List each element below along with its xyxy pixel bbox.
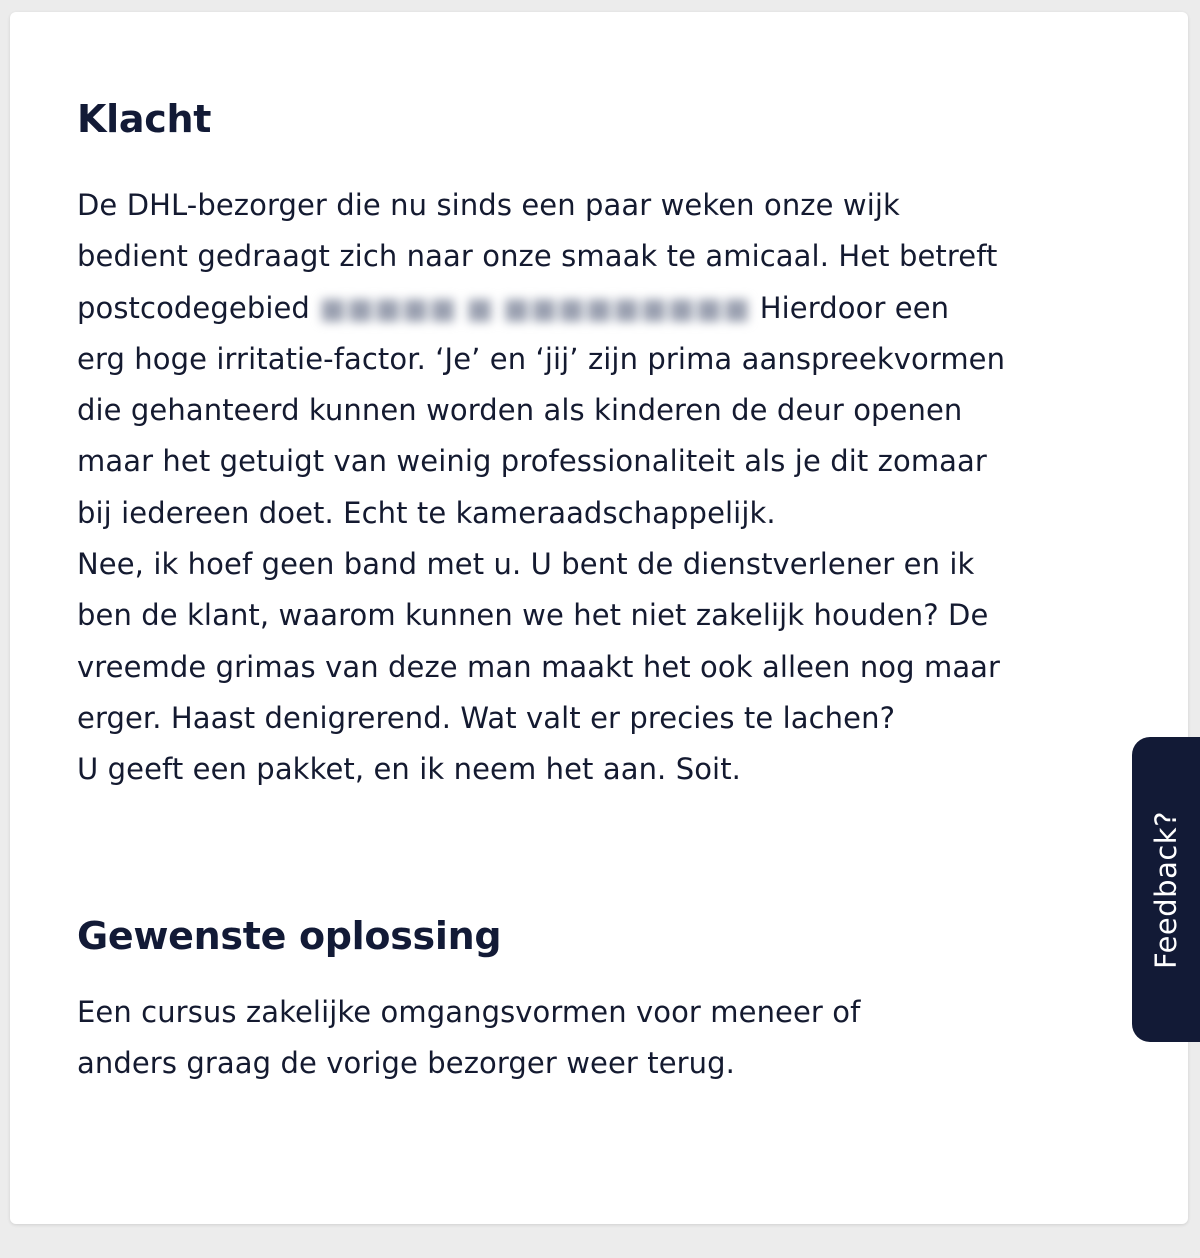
complaint-text	[77, 180, 1005, 796]
solution-line: Een cursus zakelijke omgangsvormen voor meneer of	[77, 995, 861, 1029]
complaint-line: De DHL-bezorger die nu sinds een paar weken onze wijk	[77, 188, 900, 222]
complaint-line: bedient gedraagt zich naar onze smaak te amicaal. Het betreft	[77, 239, 998, 274]
feedback-tab[interactable]	[1132, 737, 1200, 1042]
complaint-line: bij iedereen doet. Echt te kameraadschappelijk.	[77, 495, 776, 530]
complaint-line: maar het getuigt van weinig professionaliteit als je dit zomaar	[77, 444, 987, 479]
feedback-label: Feedback?	[1149, 810, 1183, 969]
complaint-line: die gehanteerd kunnen worden als kinderen de deur openen	[77, 393, 963, 428]
redacted-location: ■■■■■ ■ ■■■■■■■■■	[319, 290, 751, 325]
solution-heading: Gewenste oplossing	[77, 914, 502, 958]
complaint-line: ben de klant, waarom kunnen we het niet zakelijk houden? De	[77, 598, 989, 633]
complaint-line: erg hoge irritatie-factor. ‘Je’ en ‘jij’ zijn prima aanspreekvormen	[77, 341, 1006, 376]
solution-text	[77, 987, 860, 1090]
complaint-line: erger. Haast denigrerend. Wat valt er precies te lachen?	[77, 700, 896, 735]
complaint-line: Nee, ik hoef geen band met u. U bent de dienstverlener en ik	[77, 547, 975, 582]
complaint-line-postcode	[77, 283, 1005, 334]
solution-line: anders graag de vorige bezorger weer terug.	[77, 1046, 735, 1081]
complaint-card	[10, 12, 1188, 1224]
postcode-label: postcodegebied	[77, 290, 310, 325]
complaint-line: vreemde grimas van deze man maakt het ook alleen nog maar	[77, 649, 1001, 684]
complaint-heading: Klacht	[77, 97, 212, 141]
complaint-line: U geeft een pakket, en ik neem het aan. Soit.	[77, 752, 741, 787]
postcode-line-rest: Hierdoor een	[759, 290, 950, 325]
